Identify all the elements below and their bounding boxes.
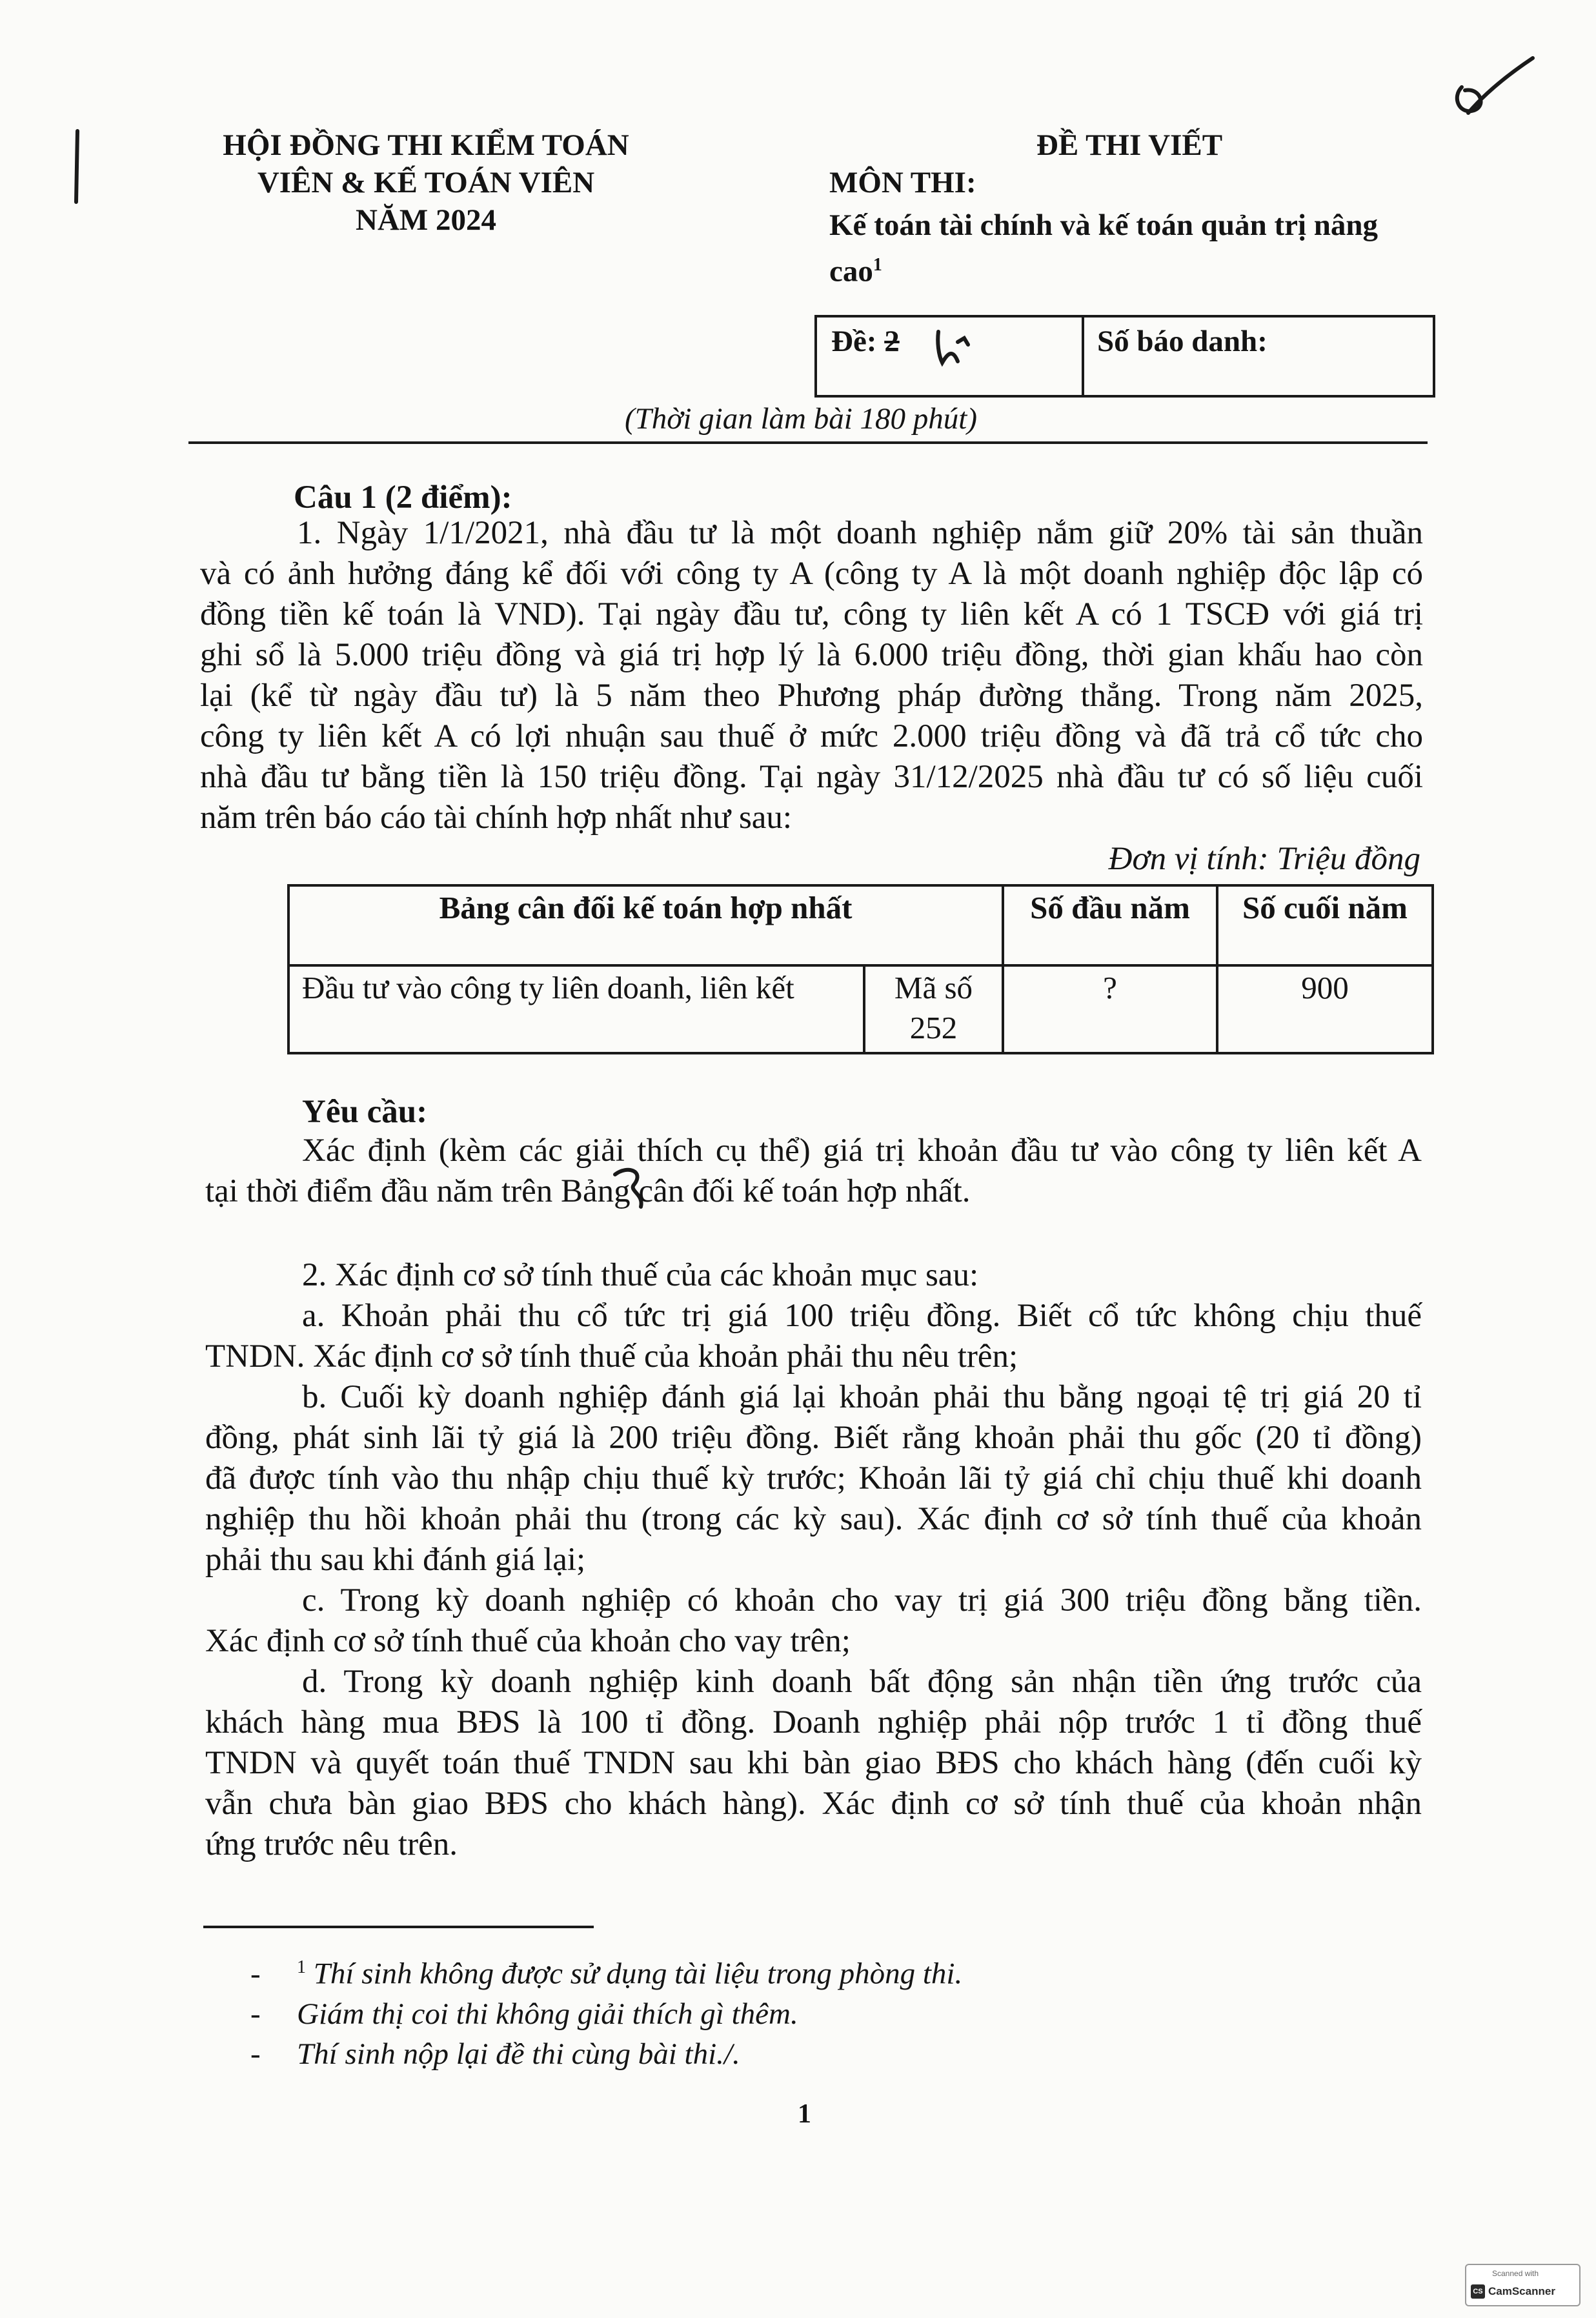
paragraph-line: đồng tiền kế toán là VND). Tại ngày đầu tư, công ty liên kết A có 1 TSCĐ với giá trị <box>200 596 1423 632</box>
part-2-line: c. Trong kỳ doanh nghiệp có khoản cho vay trị giá 300 triệu đồng bằng tiền. <box>302 1582 1422 1618</box>
table-row-item: Đầu tư vào công ty liên doanh, liên kết <box>302 970 794 1005</box>
footnote-text: Thí sinh không được sử dụng tài liệu trong phòng thi. <box>313 1957 963 1991</box>
part-2-line: đã được tính vào thu nhập chịu thuế kỳ trước; Khoản lãi tỷ giá chỉ chịu thuế khi doanh <box>205 1460 1422 1497</box>
exam-duration: (Thời gian làm bài 180 phút) <box>625 402 978 436</box>
part-2-line: d. Trong kỳ doanh nghiệp kinh doanh bất động sản nhận tiền ứng trước của <box>302 1664 1422 1700</box>
question-1-title: Câu 1 (2 điểm): <box>294 479 512 516</box>
footnotes <box>250 1948 1348 2074</box>
exam-type-title: ĐỀ THI VIẾT <box>1036 128 1223 162</box>
paragraph-line: công ty liên kết A có lợi nhuận sau thuế ở mức 2.000 triệu đồng và đã trả cổ tức cho <box>200 718 1423 754</box>
header-divider <box>188 441 1428 444</box>
unit-label: Đơn vị tính: Triệu đồng <box>1108 841 1420 877</box>
candidate-number-label: Số báo danh: <box>1097 325 1268 358</box>
footnote-text: Giám thị coi thi không giải thích gì thêm. <box>297 1997 798 2031</box>
table-header-closing: Số cuối năm <box>1242 890 1408 925</box>
requirement-text <box>205 1131 1422 1212</box>
paragraph-line: nhà đầu tư bằng tiền là 150 triệu đồng. Tại ngày 31/12/2025 nhà đầu tư có số liệu cuối <box>200 759 1423 795</box>
subject-line-1: Kế toán tài chính và kế toán quản trị nâng <box>829 208 1379 242</box>
council-line-2: VIÊN & KẾ TOÁN VIÊN <box>257 166 595 199</box>
subject-name <box>829 205 1436 292</box>
part-2-items <box>205 1296 1422 1865</box>
subject-label: MÔN THI: <box>829 166 976 199</box>
council-line-1: HỘI ĐỒNG THI KIỂM TOÁN <box>223 128 629 162</box>
exam-code-value: 2 <box>884 325 900 358</box>
council-header <box>161 126 691 239</box>
footnote-item <box>250 1994 1348 2034</box>
paragraph-line: và có ảnh hưởng đáng kể đối với công ty A (công ty A là một doanh nghiệp độc lập có <box>200 556 1423 592</box>
part-2-line: đồng, phát sinh lãi tỷ giá là 200 triệu đồng. Biết rằng khoản phải thu gốc (20 tỉ đồng) <box>205 1420 1422 1456</box>
table-row-code-value: 252 <box>909 1010 958 1045</box>
table-row-opening: ? <box>1103 970 1117 1005</box>
part-2-line: Xác định cơ sở tính thuế của khoản cho vay trên; <box>205 1623 851 1659</box>
table-row-closing: 900 <box>1301 970 1349 1005</box>
part-2-line: nghiệp thu hồi khoản phải thu (trong các kỳ sau). Xác định cơ sở tính thuế của khoản <box>205 1501 1422 1537</box>
exam-code-label: Đề: <box>831 325 877 358</box>
part-2-line: TNDN. Xác định cơ sở tính thuế của khoản phải thu nêu trên; <box>205 1338 1018 1375</box>
paragraph-line: ghi sổ là 5.000 triệu đồng và giá trị hợp lý là 6.000 triệu đồng, thời gian khấu hao còn <box>200 637 1423 673</box>
part-2-line: TNDN và quyết toán thuế TNDN sau khi bàn giao BĐS cho khách hàng (đến cuối kỳ <box>205 1745 1422 1781</box>
footnote-separator <box>203 1926 594 1928</box>
paragraph-line: lại (kể từ ngày đầu tư) là 5 năm theo Phương pháp đường thẳng. Trong năm 2025, <box>200 678 1423 714</box>
scanner-badge <box>1465 2264 1581 2306</box>
requirement-title: Yêu cầu: <box>302 1094 428 1130</box>
part-2-line: ứng trước nêu trên. <box>205 1826 458 1862</box>
part-2-line: khách hàng mua BĐS là 100 tỉ đồng. Doanh nghiệp phải nộp trước 1 tỉ đồng thuế <box>205 1704 1422 1740</box>
part-2-line: phải thu sau khi đánh giá lại; <box>205 1542 586 1578</box>
requirement-line-2: tại thời điểm đầu năm trên Bảng cân đối kế toán hợp nhất. <box>205 1173 971 1209</box>
table-header-title: Bảng cân đối kế toán hợp nhất <box>439 890 853 925</box>
table-header-opening: Số đầu năm <box>1030 890 1190 925</box>
scanner-logo-icon: CS <box>1471 2284 1485 2299</box>
part-2-line: a. Khoản phải thu cổ tức trị giá 100 triệu đồng. Biết cổ tức không chịu thuế <box>302 1298 1422 1334</box>
requirement-line-1: Xác định (kèm các giải thích cụ thể) giá trị khoản đầu tư vào công ty liên kết A <box>302 1133 1422 1169</box>
handwritten-mark-top-right <box>1442 52 1539 123</box>
scanner-badge-name: CamScanner <box>1488 2285 1555 2297</box>
footnote-mark: 1 <box>297 1957 306 1977</box>
footnote-bullet: - <box>250 1997 261 2031</box>
table-row-code-label: Mã số <box>894 970 973 1005</box>
footnote-bullet: - <box>250 1957 261 1991</box>
paragraph-line: 1. Ngày 1/1/2021, nhà đầu tư là một doanh nghiệp nắm giữ 20% tài sản thuần <box>297 515 1423 551</box>
council-line-3: NĂM 2024 <box>356 203 496 237</box>
footnote-item <box>250 2034 1348 2074</box>
question-1-paragraph <box>200 513 1423 838</box>
footnote-bullet: - <box>250 2037 261 2071</box>
table-row-code <box>863 968 1004 1048</box>
page-number: 1 <box>798 2099 811 2129</box>
footnote-text: Thí sinh nộp lại đề thi cùng bài thi./. <box>297 2037 740 2071</box>
part-2-line: b. Cuối kỳ doanh nghiệp đánh giá lại khoản phải thu bằng ngoại tệ trị giá 20 tỉ <box>302 1379 1422 1415</box>
scanner-badge-caption: Scanned with <box>1492 2269 1539 2278</box>
exam-code <box>831 323 900 360</box>
part-2-line: vẫn chưa bàn giao BĐS cho khách hàng). Xác định cơ sở tính thuế của khoản nhận <box>205 1786 1422 1822</box>
paragraph-line: năm trên báo cáo tài chính hợp nhất như sau: <box>200 800 793 836</box>
subject-footnote-mark: 1 <box>873 255 882 275</box>
subject-line-2: cao <box>829 254 873 288</box>
footnote-item <box>250 1948 1348 1994</box>
handwritten-vertical-stroke <box>65 126 90 210</box>
part-2-intro: 2. Xác định cơ sở tính thuế của các khoản mục sau: <box>302 1257 979 1293</box>
